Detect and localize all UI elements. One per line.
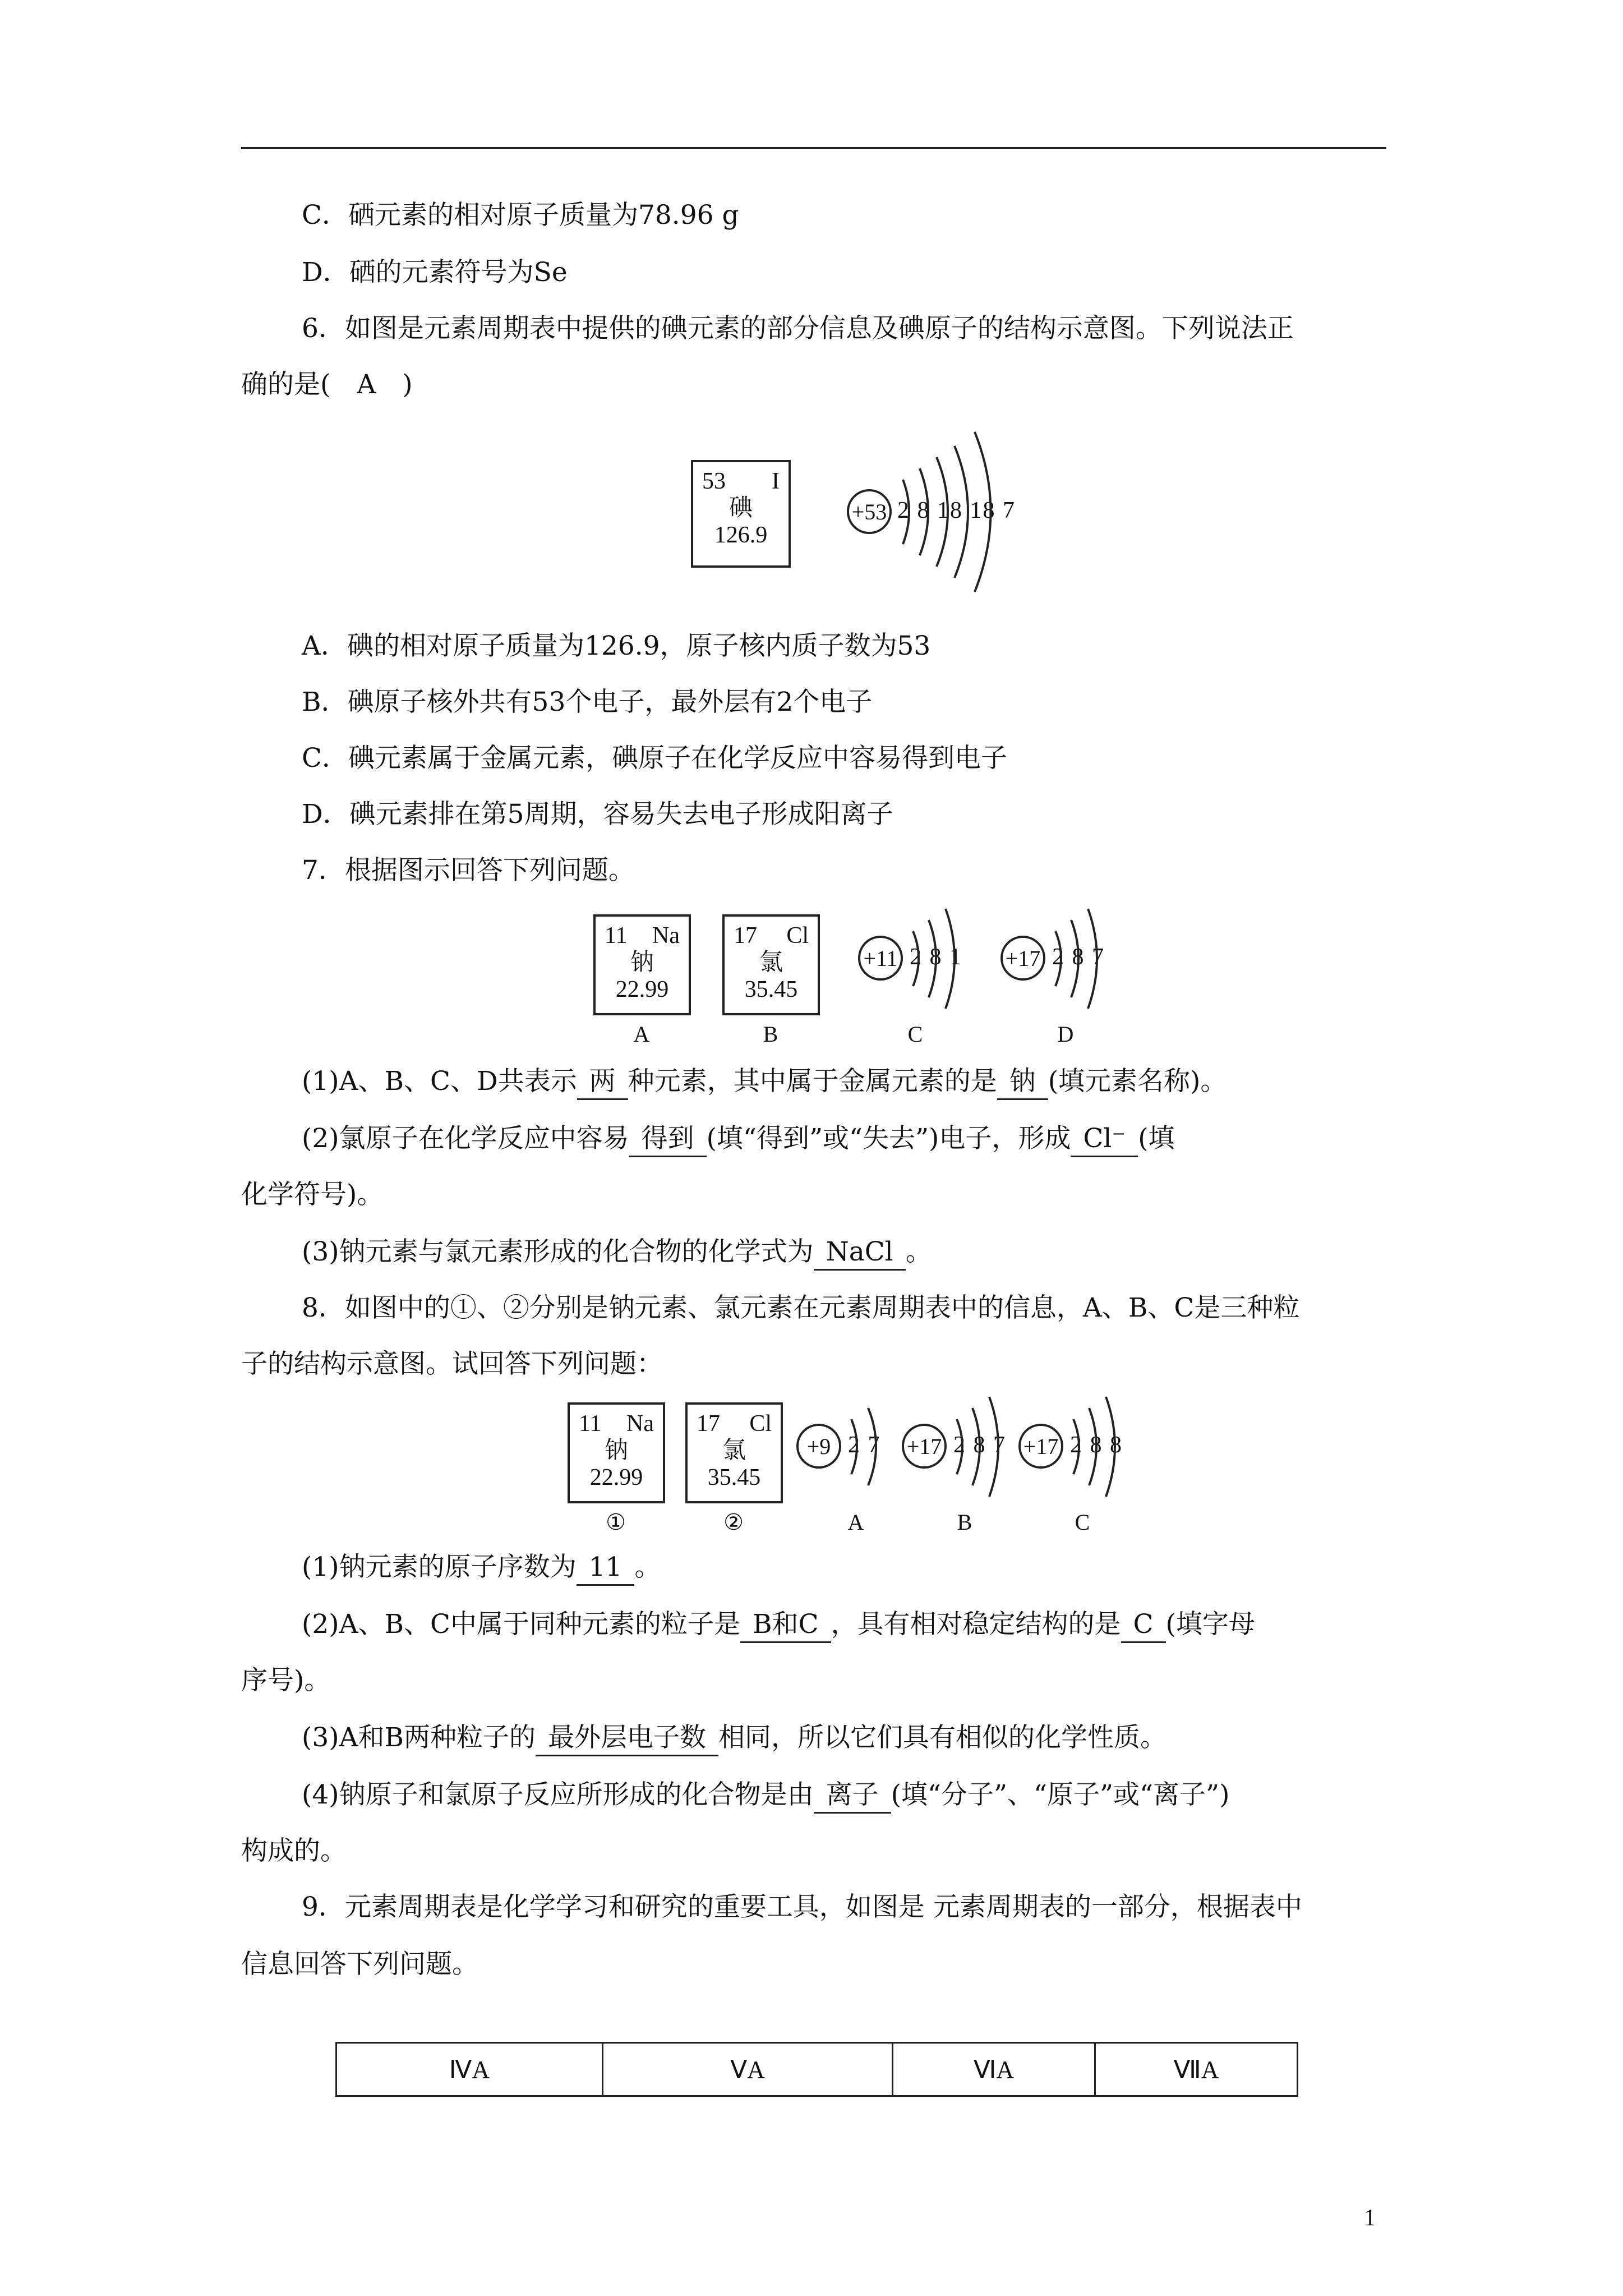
caption-a: A bbox=[847, 1510, 864, 1535]
table-header-cell: ⅣA bbox=[336, 2043, 603, 2096]
chlorine-element-card bbox=[685, 1402, 783, 1503]
element-name: 氯 bbox=[722, 1438, 746, 1464]
question-6-option-c: C．碘元素属于金属元素，碘原子在化学反应中容易得到电子 bbox=[302, 743, 1007, 774]
table-header-cell: ⅦA bbox=[1095, 2043, 1298, 2096]
element-name: 钠 bbox=[604, 1438, 628, 1464]
answer-blank: 11 bbox=[577, 1550, 635, 1586]
element-symbol: Cl bbox=[786, 923, 809, 949]
question-7-part-2-cont: 化学符号)。 bbox=[241, 1179, 384, 1210]
atomic-mass: 126.9 bbox=[714, 522, 768, 548]
nucleus: +17 bbox=[1000, 936, 1045, 981]
question-8-part-4 bbox=[302, 1778, 1229, 1814]
chloride-ion-diagram bbox=[1018, 1391, 1142, 1503]
text: (2)氯原子在化学反应中容易 bbox=[302, 1123, 629, 1154]
header-rule bbox=[241, 147, 1386, 149]
chlorine-atom-diagram bbox=[1000, 903, 1129, 1015]
text: 种元素，其中属于金属元素的是 bbox=[628, 1066, 997, 1097]
text: 相同，所以它们具有相似的化学性质。 bbox=[718, 1722, 1167, 1753]
answer-blank: 最外层电子数 bbox=[536, 1721, 718, 1756]
text: (填“得到”或“失去”)电子，形成 bbox=[706, 1123, 1071, 1154]
question-8-part-4-cont: 构成的。 bbox=[241, 1835, 347, 1866]
electron-shell-arcs bbox=[902, 1391, 1025, 1503]
text: (3)钠元素与氯元素形成的化合物的化学式为 bbox=[302, 1236, 814, 1267]
sodium-element-card bbox=[568, 1402, 665, 1503]
caption-2: ② bbox=[723, 1510, 744, 1535]
nucleus: +17 bbox=[902, 1424, 947, 1469]
element-name: 碘 bbox=[728, 495, 753, 521]
text: (填字母 bbox=[1165, 1609, 1255, 1640]
text: (2)A、B、C中属于同种元素的粒子是 bbox=[302, 1609, 741, 1640]
electron-shell-arcs bbox=[1000, 903, 1129, 1015]
text: (4)钠原子和氯原子反应所形成的化合物是由 bbox=[302, 1779, 814, 1810]
question-8-part-3 bbox=[302, 1721, 1166, 1756]
atomic-mass: 22.99 bbox=[589, 1465, 643, 1490]
caption-c: C bbox=[1075, 1510, 1090, 1535]
caption-b: B bbox=[763, 1022, 778, 1047]
text: (填元素名称)。 bbox=[1048, 1066, 1227, 1097]
nucleus: +9 bbox=[796, 1424, 841, 1469]
text: (1)钠元素的原子序数为 bbox=[302, 1552, 577, 1582]
answer-blank: Cl⁻ bbox=[1071, 1122, 1138, 1157]
nucleus: +53 bbox=[847, 489, 892, 534]
electron-shells: 2 8 1 bbox=[910, 944, 962, 970]
option-c-selenium: C．硒元素的相对原子质量为78.96 g bbox=[302, 200, 739, 231]
question-8-part-2-cont: 序号)。 bbox=[241, 1665, 331, 1696]
question-7-part-2 bbox=[302, 1122, 1175, 1157]
iodine-atom-diagram bbox=[847, 426, 1032, 611]
question-6-option-b: B．碘原子核外共有53个电子，最外层有2个电子 bbox=[302, 687, 873, 717]
question-7-part-3 bbox=[302, 1235, 932, 1271]
question-7-stem: 7．根据图示回答下列问题。 bbox=[302, 855, 635, 886]
electron-shells: 2 8 7 bbox=[1052, 944, 1105, 970]
text: (1)A、B、C、D共表示 bbox=[302, 1066, 577, 1097]
atomic-number: 17 bbox=[697, 1411, 720, 1437]
electron-shell-arcs bbox=[796, 1391, 897, 1503]
answer-blank: NaCl bbox=[814, 1235, 906, 1271]
atomic-mass: 35.45 bbox=[744, 977, 798, 1002]
atomic-mass: 22.99 bbox=[615, 977, 669, 1002]
answer-blank: 得到 bbox=[629, 1122, 707, 1157]
question-9-stem-cont: 信息回答下列问题。 bbox=[241, 1949, 478, 1980]
caption-c: C bbox=[907, 1022, 923, 1047]
question-8-stem: 8．如图中的①、②分别是钠元素、氯元素在元素周期表中的信息，A、B、C是三种粒 bbox=[302, 1292, 1300, 1323]
atomic-number: 53 bbox=[702, 468, 726, 494]
element-symbol: I bbox=[772, 468, 780, 494]
electron-shells: 2 8 18 18 7 bbox=[897, 498, 1016, 523]
question-8-part-2 bbox=[302, 1608, 1255, 1643]
question-6-option-a: A．碘的相对原子质量为126.9，原子核内质子数为53 bbox=[302, 631, 931, 661]
text: (填“分子”、“原子”或“离子”) bbox=[891, 1779, 1230, 1810]
question-6-stem-cont: 确的是( A ) bbox=[241, 369, 413, 400]
question-9-stem: 9．元素周期表是化学学习和研究的重要工具，如图是 元素周期表的一部分，根据表中 bbox=[302, 1892, 1302, 1922]
answer-blank: 钠 bbox=[997, 1065, 1048, 1100]
fluorine-atom-diagram bbox=[796, 1391, 897, 1503]
table-header-cell: ⅥA bbox=[893, 2043, 1095, 2096]
answer-blank: 离子 bbox=[814, 1778, 891, 1814]
caption-1: ① bbox=[606, 1510, 626, 1535]
text: (填 bbox=[1138, 1123, 1175, 1154]
text: ，具有相对稳定结构的是 bbox=[831, 1609, 1121, 1640]
question-6-stem: 6．如图是元素周期表中提供的碘元素的部分信息及碘原子的结构示意图。下列说法正 bbox=[302, 313, 1294, 344]
electron-shell-arcs bbox=[847, 426, 1032, 611]
atomic-mass: 35.45 bbox=[707, 1465, 761, 1490]
table-header-row bbox=[336, 2043, 1298, 2096]
nucleus: +11 bbox=[858, 936, 903, 981]
element-symbol: Na bbox=[626, 1411, 654, 1437]
answer-blank: B和C bbox=[740, 1608, 831, 1643]
table-header-cell: ⅤA bbox=[603, 2043, 893, 2096]
text: 。 bbox=[905, 1236, 932, 1267]
answer-blank: C bbox=[1121, 1608, 1166, 1643]
page-number: 1 bbox=[1364, 2205, 1376, 2231]
atomic-number: 11 bbox=[579, 1411, 602, 1437]
sodium-element-card bbox=[593, 914, 691, 1015]
option-d-selenium: D．硒的元素符号为Se bbox=[302, 257, 568, 288]
atomic-number: 17 bbox=[734, 923, 757, 949]
question-6-option-d: D．碘元素排在第5周期，容易失去电子形成阳离子 bbox=[302, 799, 893, 830]
question-7-part-1 bbox=[302, 1065, 1227, 1100]
element-symbol: Cl bbox=[749, 1411, 772, 1437]
question-8-part-1 bbox=[302, 1550, 661, 1586]
periodic-table-excerpt bbox=[335, 2042, 1298, 2097]
electron-shells: 2 7 bbox=[848, 1432, 881, 1458]
nucleus: +17 bbox=[1018, 1424, 1063, 1469]
chlorine-atom-diagram bbox=[902, 1391, 1025, 1503]
question-8-stem-cont: 子的结构示意图。试回答下列问题： bbox=[241, 1349, 663, 1379]
iodine-element-card bbox=[691, 460, 791, 568]
caption-a: A bbox=[633, 1022, 650, 1047]
element-symbol: Na bbox=[652, 923, 680, 949]
element-name: 氯 bbox=[759, 950, 783, 976]
electron-shell-arcs bbox=[858, 903, 987, 1015]
electron-shell-arcs bbox=[1018, 1391, 1142, 1503]
chlorine-element-card bbox=[722, 914, 820, 1015]
text: 。 bbox=[634, 1552, 661, 1582]
sodium-atom-diagram bbox=[858, 903, 987, 1015]
element-name: 钠 bbox=[630, 950, 654, 976]
caption-b: B bbox=[957, 1510, 972, 1535]
answer-blank: 两 bbox=[577, 1065, 628, 1100]
electron-shells: 2 8 8 bbox=[1070, 1432, 1123, 1458]
caption-d: D bbox=[1057, 1022, 1074, 1047]
atomic-number: 11 bbox=[605, 923, 628, 949]
text: (3)A和B两种粒子的 bbox=[302, 1722, 536, 1753]
electron-shells: 2 8 7 bbox=[953, 1432, 1006, 1458]
